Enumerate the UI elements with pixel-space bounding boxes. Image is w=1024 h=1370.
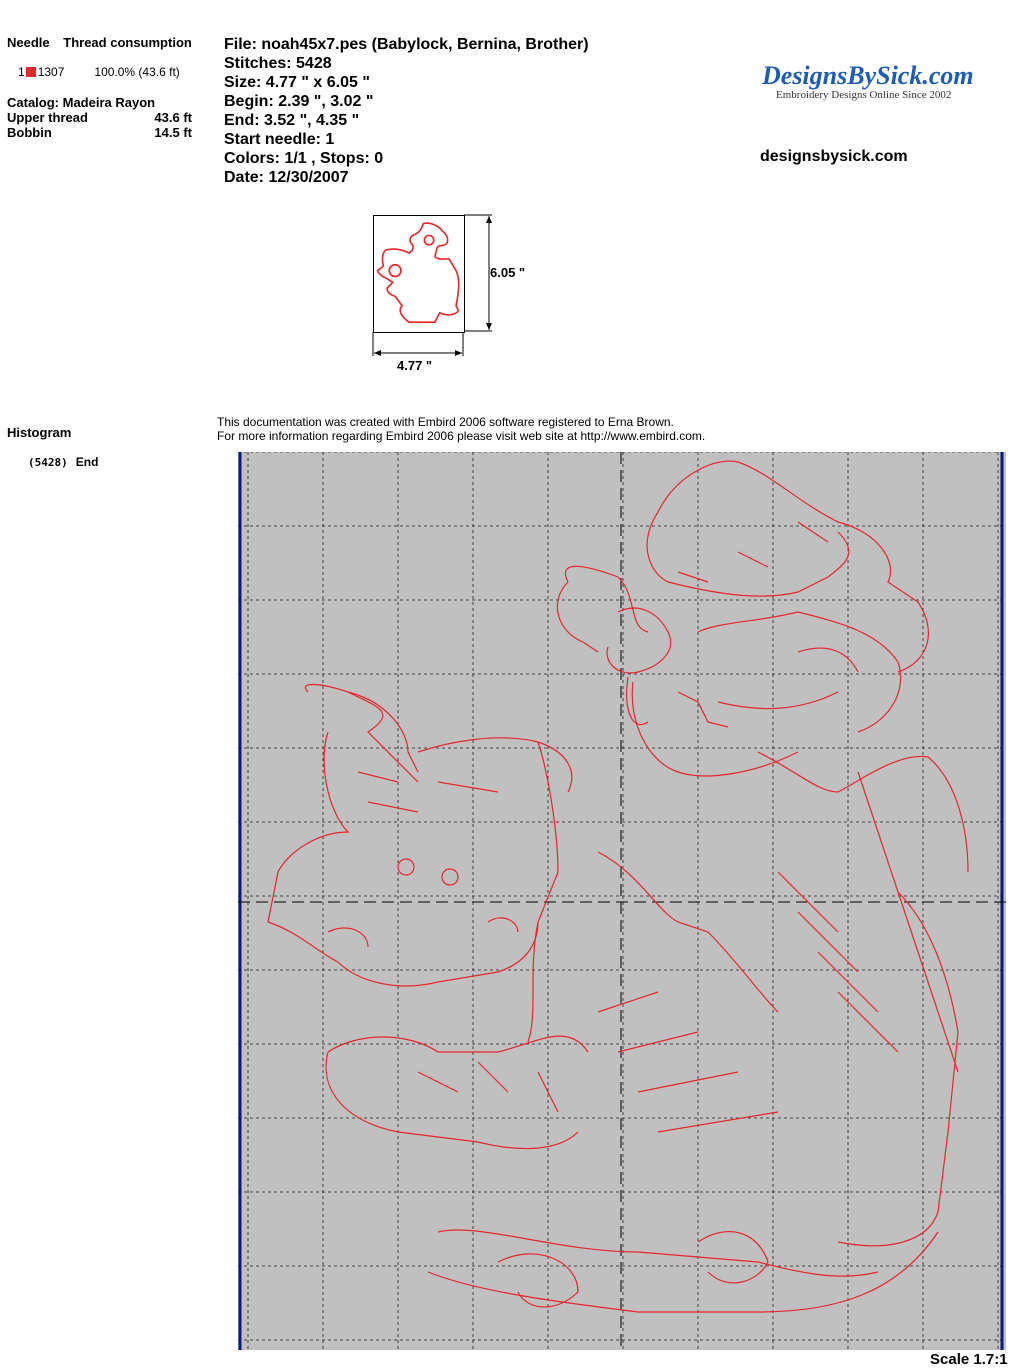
file-info xyxy=(224,35,589,187)
thread-color-swatch xyxy=(26,67,36,77)
needle-row xyxy=(18,65,180,79)
design-background xyxy=(238,452,1006,1350)
needle-number: 1 xyxy=(18,65,25,79)
needle-column-header: Needle xyxy=(7,35,50,50)
needle-table-header xyxy=(7,35,202,50)
bobbin-row xyxy=(7,125,192,140)
thumbnail-dimension-lines xyxy=(372,214,497,359)
histogram-entry-count: (5428) xyxy=(28,456,68,469)
site-url: designsbysick.com xyxy=(760,148,908,165)
thumbnail-height-label: 6.05 " xyxy=(490,265,526,280)
designsbysick-logo xyxy=(760,60,992,102)
upper-thread-row xyxy=(7,110,192,125)
colors-stops: Colors: 1/1 , Stops: 0 xyxy=(224,150,384,167)
begin-position: Begin: 2.39 ", 3.02 " xyxy=(224,93,374,110)
bobbin-label: Bobbin xyxy=(7,125,52,140)
stitch-count: Stitches: 5428 xyxy=(224,55,332,72)
scale-label: Scale 1.7:1 xyxy=(930,1351,1008,1368)
bobbin-value: 14.5 ft xyxy=(154,125,192,140)
logo-tagline: Embroidery Designs Online Since 2002 xyxy=(776,89,952,101)
upper-thread-value: 43.6 ft xyxy=(154,110,192,125)
documentation-note xyxy=(217,415,705,443)
note-line-1: This documentation was created with Embird 2006 software registered to Erna Brown. xyxy=(217,415,674,429)
thumbnail-width-label: 4.77 " xyxy=(397,358,433,373)
design-size: Size: 4.77 " x 6.05 " xyxy=(224,74,370,91)
thread-info xyxy=(7,95,192,140)
needle-consumption: 100.0% (43.6 ft) xyxy=(94,65,180,79)
end-position: End: 3.52 ", 4.35 " xyxy=(224,112,360,129)
histogram-entry xyxy=(28,455,98,469)
file-name: File: noah45x7.pes (Babylock, Bernina, Brother) xyxy=(224,36,589,53)
consumption-column-header: Thread consumption xyxy=(63,35,192,50)
note-line-2: For more information regarding Embird 2006 please visit web site at http://www.embird.com. xyxy=(217,429,706,443)
needle-stitches: 1307 xyxy=(37,65,65,79)
design-preview xyxy=(238,452,1006,1350)
histogram-title: Histogram xyxy=(7,425,72,440)
histogram-entry-label: End xyxy=(75,455,99,469)
start-needle: Start needle: 1 xyxy=(224,131,335,148)
upper-thread-label: Upper thread xyxy=(7,110,88,125)
design-date: Date: 12/30/2007 xyxy=(224,169,349,186)
logo-text: DesignsBySick.com xyxy=(762,61,974,90)
thread-catalog: Catalog: Madeira Rayon xyxy=(7,95,156,110)
